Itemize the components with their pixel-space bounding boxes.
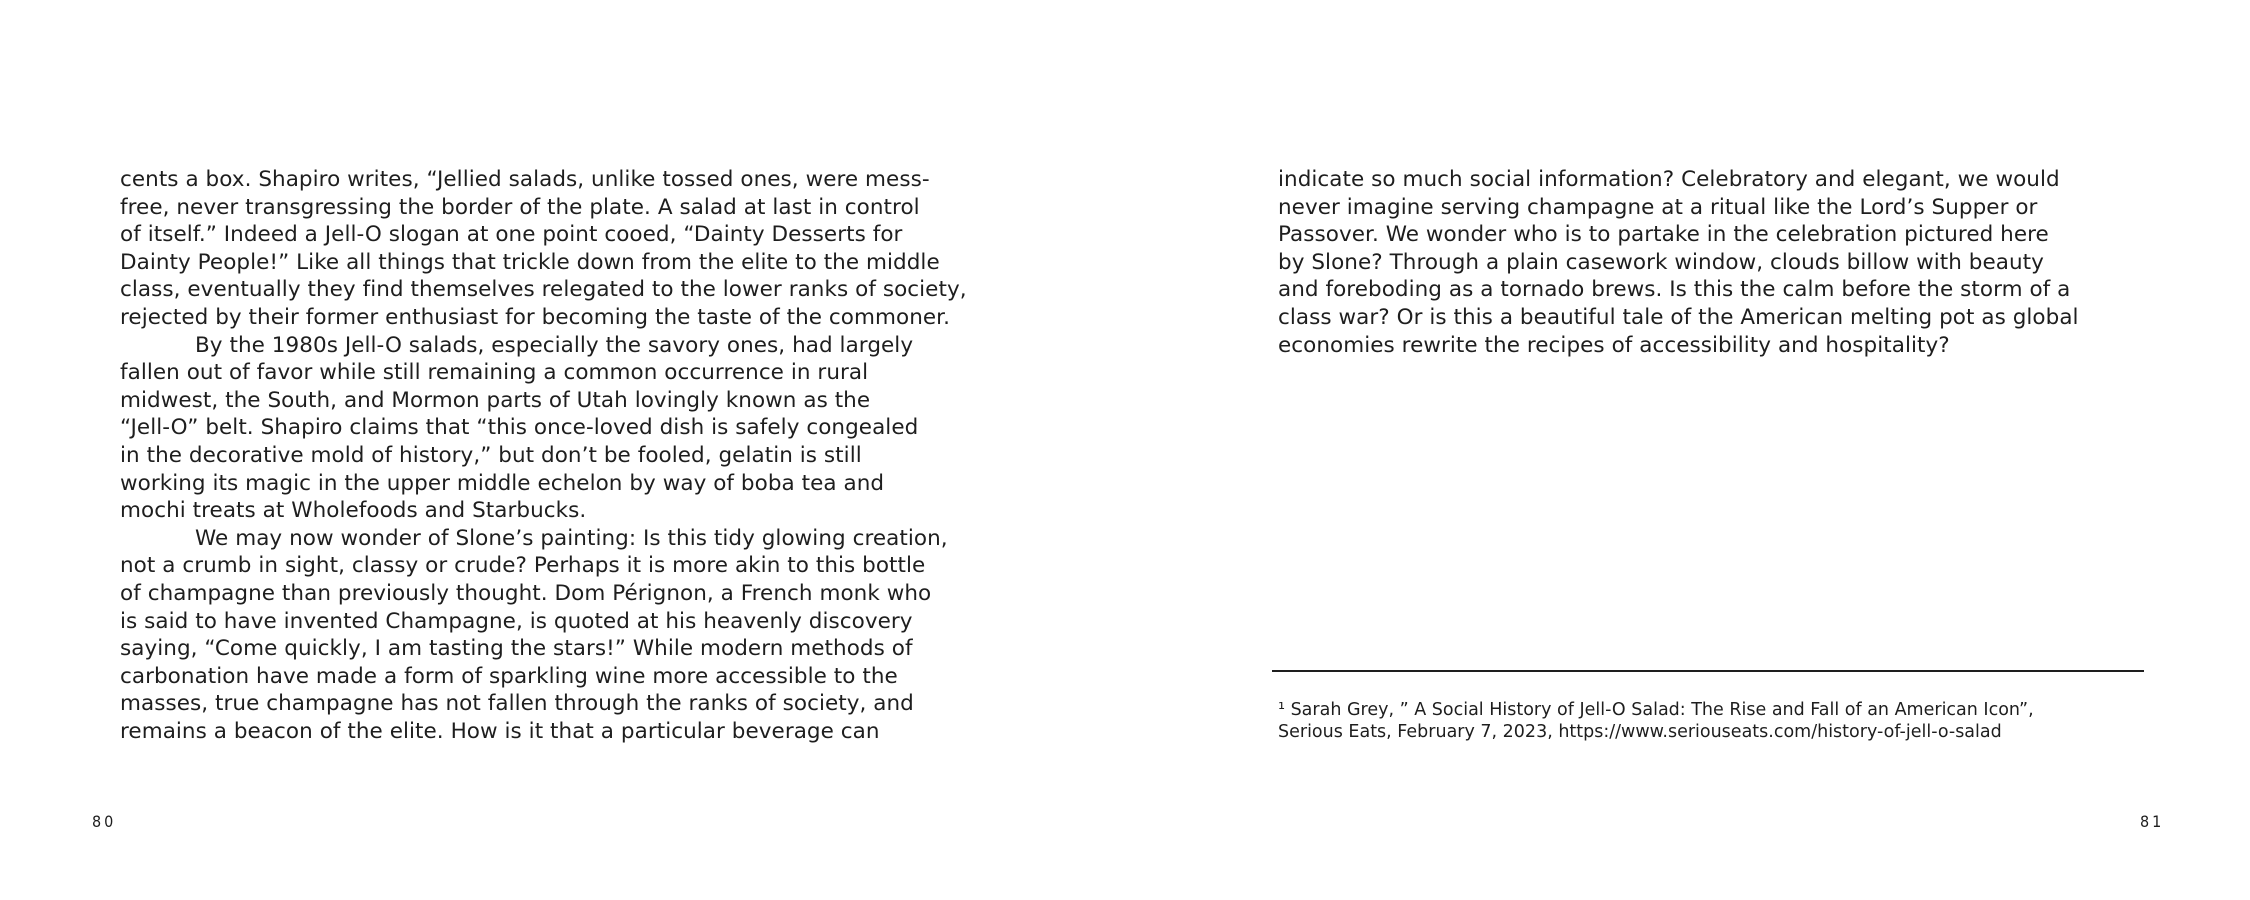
footnote-divider xyxy=(1272,670,2144,672)
text-line: saying, “Come quickly, I am tasting the stars!” While modern methods of xyxy=(120,636,913,662)
right-page-body xyxy=(1278,166,2238,359)
page-number: 81 xyxy=(2140,812,2165,831)
paragraph xyxy=(120,166,1000,332)
text-line: Passover. We wonder who is to partake in the celebration pictured here xyxy=(1278,222,2049,248)
text-line: fallen out of favor while still remaining a common occurrence in rural xyxy=(120,360,869,386)
text-line: cents a box. Shapiro writes, “Jellied salads, unlike tossed ones, were mess- xyxy=(120,167,930,192)
footnote-line: Serious Eats, February 7, 2023, https://www.seriouseats.com/history-of-jell-o-salad xyxy=(1278,722,2002,742)
text-line: class, eventually they find themselves relegated to the lower ranks of society, xyxy=(120,277,967,303)
text-line: By the 1980s Jell-O salads, especially the savory ones, had largely xyxy=(195,332,914,358)
text-line: “Jell-O” belt. Shapiro claims that “this once-loved dish is safely congealed xyxy=(120,415,919,441)
paragraph xyxy=(1278,166,2238,359)
footnote-line: ¹ Sarah Grey, ” A Social History of Jell-O Salad: The Rise and Fall of an American Icon”, xyxy=(1278,700,2034,720)
text-line: carbonation have made a form of sparkling wine more accessible to the xyxy=(120,663,898,689)
text-line: We may now wonder of Slone’s painting: Is this tidy glowing creation, xyxy=(195,525,948,551)
paragraph xyxy=(120,525,1000,746)
text-line: of champagne than previously thought. Dom Pérignon, a French monk who xyxy=(120,580,932,606)
text-line: free, never transgressing the border of the plate. A salad at last in control xyxy=(120,194,920,220)
text-line: mochi treats at Wholefoods and Starbucks. xyxy=(120,498,587,524)
text-line: remains a beacon of the elite. How is it that a particular beverage can xyxy=(120,718,880,744)
text-line: is said to have invented Champagne, is quoted at his heavenly discovery xyxy=(120,608,913,634)
text-line: economies rewrite the recipes of accessibility and hospitality? xyxy=(1278,332,1950,358)
text-line: in the decorative mold of history,” but don’t be fooled, gelatin is still xyxy=(120,442,862,468)
text-line: not a crumb in sight, classy or crude? Perhaps it is more akin to this bottle xyxy=(120,553,926,579)
text-line: Dainty People!” Like all things that trickle down from the elite to the middle xyxy=(120,249,940,275)
text-line: and foreboding as a tornado brews. Is this the calm before the storm of a xyxy=(1278,277,2071,303)
text-line: indicate so much social information? Celebratory and elegant, we would xyxy=(1278,167,2060,192)
text-line: never imagine serving champagne at a ritual like the Lord’s Supper or xyxy=(1278,194,2038,220)
text-line: by Slone? Through a plain casework window, clouds billow with beauty xyxy=(1278,249,2044,275)
paragraph xyxy=(120,332,1000,525)
text-line: masses, true champagne has not fallen through the ranks of society, and xyxy=(120,691,914,717)
text-line: of itself.” Indeed a Jell-O slogan at one point cooed, “Dainty Desserts for xyxy=(120,222,903,248)
left-page-body xyxy=(120,166,1000,745)
text-line: class war? Or is this a beautiful tale of the American melting pot as global xyxy=(1278,304,2079,330)
text-line: working its magic in the upper middle echelon by way of boba tea and xyxy=(120,470,885,496)
right-page xyxy=(1125,0,2250,900)
footnote xyxy=(1278,699,2178,743)
text-line: midwest, the South, and Mormon parts of Utah lovingly known as the xyxy=(120,387,871,413)
page-number: 80 xyxy=(92,812,117,831)
text-line: rejected by their former enthusiast for becoming the taste of the commoner. xyxy=(120,304,950,330)
